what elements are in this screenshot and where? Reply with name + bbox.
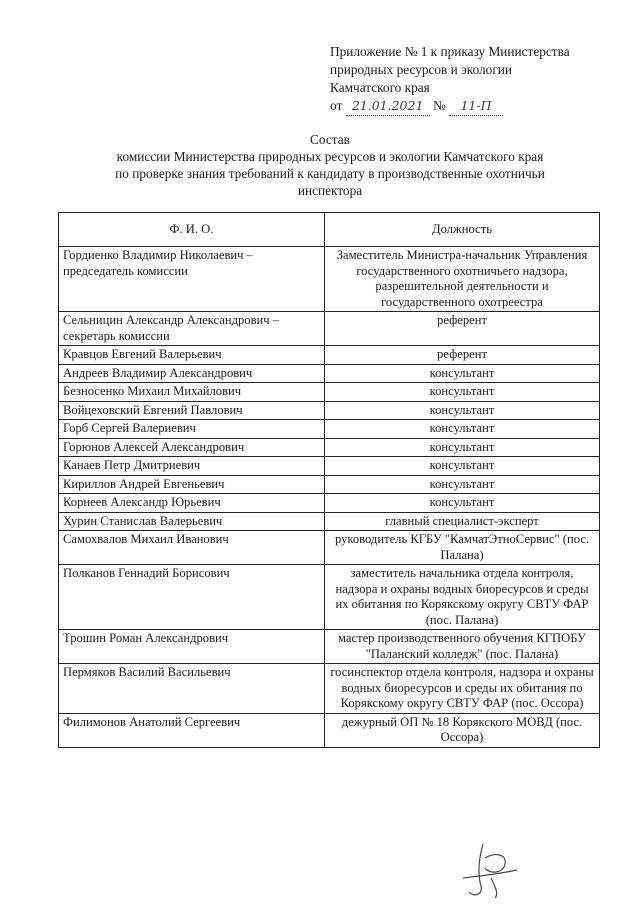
member-position: консультант (325, 383, 600, 402)
appendix-line-3: Камчатского края (330, 80, 430, 95)
member-name: Самохвалов Михаил Иванович (59, 531, 325, 565)
member-position: консультант (325, 401, 600, 420)
appendix-line-1: Приложение № 1 к приказу Министерства (330, 44, 570, 59)
table-row (59, 565, 600, 630)
table-row (59, 420, 600, 439)
table-row (59, 438, 600, 457)
member-position: консультант (325, 364, 600, 383)
member-position: консультант (325, 494, 600, 513)
member-position: заместитель начальника отдела контроля, надзора и охраны водных биоресурсов и среды их обитания по Корякскому округу СВТУ ФАР (пос. Палана) (325, 565, 600, 630)
table-row (59, 346, 600, 365)
member-name: Пермяков Василий Васильевич (59, 664, 325, 714)
member-position: главный специалист-эксперт (325, 512, 600, 531)
table-row (59, 401, 600, 420)
member-position: консультант (325, 438, 600, 457)
member-name: Хурин Станислав Валерьевич (59, 512, 325, 531)
title-line-1: Состав (310, 132, 350, 147)
document-title (40, 131, 620, 199)
member-name: Канаев Петр Дмитриевич (59, 457, 325, 476)
member-name: Андреев Владимир Александрович (59, 364, 325, 383)
table-row (59, 364, 600, 383)
header-name: Ф. И. О. (59, 213, 325, 247)
member-position: госинспектор отдела контроля, надзора и охраны водных биоресурсов и среды их обитания по Корякскому округу СВТУ ФАР (пос. Оссора) (325, 664, 600, 714)
member-name: Гордиенко Владимир Николаевич – председатель комиссии (59, 247, 325, 312)
title-line-2: комиссии Министерства природных ресурсов и экологии Камчатского края (116, 149, 544, 164)
member-name: Сельницин Александр Александрович – секретарь комиссии (59, 312, 325, 346)
table-row (59, 383, 600, 402)
appendix-line-2: природных ресурсов и экологии (330, 62, 513, 77)
member-name: Безносенко Михаил Михайлович (59, 383, 325, 402)
member-name: Полканов Геннадий Борисович (59, 565, 325, 630)
table-row (59, 247, 600, 312)
table-header-row (59, 213, 600, 247)
handwritten-number: 11-П (449, 97, 503, 116)
table-row (59, 457, 600, 476)
member-name: Филимонов Анатолий Сергеевич (59, 713, 325, 747)
member-name: Горб Сергей Валериевич (59, 420, 325, 439)
member-name: Горюнов Алексей Александрович (59, 438, 325, 457)
member-name: Корнеев Александр Юрьевич (59, 494, 325, 513)
member-position: консультант (325, 475, 600, 494)
commission-table (58, 212, 600, 748)
table-row (59, 531, 600, 565)
member-position: референт (325, 312, 600, 346)
table-row (59, 312, 600, 346)
member-position: дежурный ОП № 18 Корякского МОВД (пос. Оссора) (325, 713, 600, 747)
title-line-3: по проверке знания требований к кандидату в производственные охотничьи (115, 166, 545, 181)
table-row (59, 713, 600, 747)
table-row (59, 512, 600, 531)
appendix-header (330, 43, 620, 116)
member-name: Кириллов Андрей Евгеньевич (59, 475, 325, 494)
member-name: Трошин Роман Александрович (59, 630, 325, 664)
from-label: от (330, 98, 343, 113)
number-label: № (432, 98, 446, 113)
member-name: Кравцов Евгений Валерьевич (59, 346, 325, 365)
table-row (59, 494, 600, 513)
appendix-date-line (330, 97, 620, 116)
member-name: Войцеховский Евгений Павлович (59, 401, 325, 420)
member-position: руководитель КГБУ "КамчатЭтноСервис" (пос. Палана) (325, 531, 600, 565)
table-row (59, 630, 600, 664)
table-body (59, 247, 600, 748)
table-row (59, 664, 600, 714)
handwritten-date: 21.01.2021 (346, 97, 430, 116)
table-row (59, 475, 600, 494)
member-position: консультант (325, 420, 600, 439)
member-position: консультант (325, 457, 600, 476)
member-position: мастер производственного обучения КГПОБУ "Паланский колледж" (пос. Палана) (325, 630, 600, 664)
header-position: Должность (325, 213, 600, 247)
signature-mark (455, 838, 525, 900)
title-line-4: инспектора (297, 183, 363, 198)
member-position: Заместитель Министра-начальник Управления государственного охотничьего надзора, разрешительной деятельности и государственного охотреестра (325, 247, 600, 312)
member-position: референт (325, 346, 600, 365)
